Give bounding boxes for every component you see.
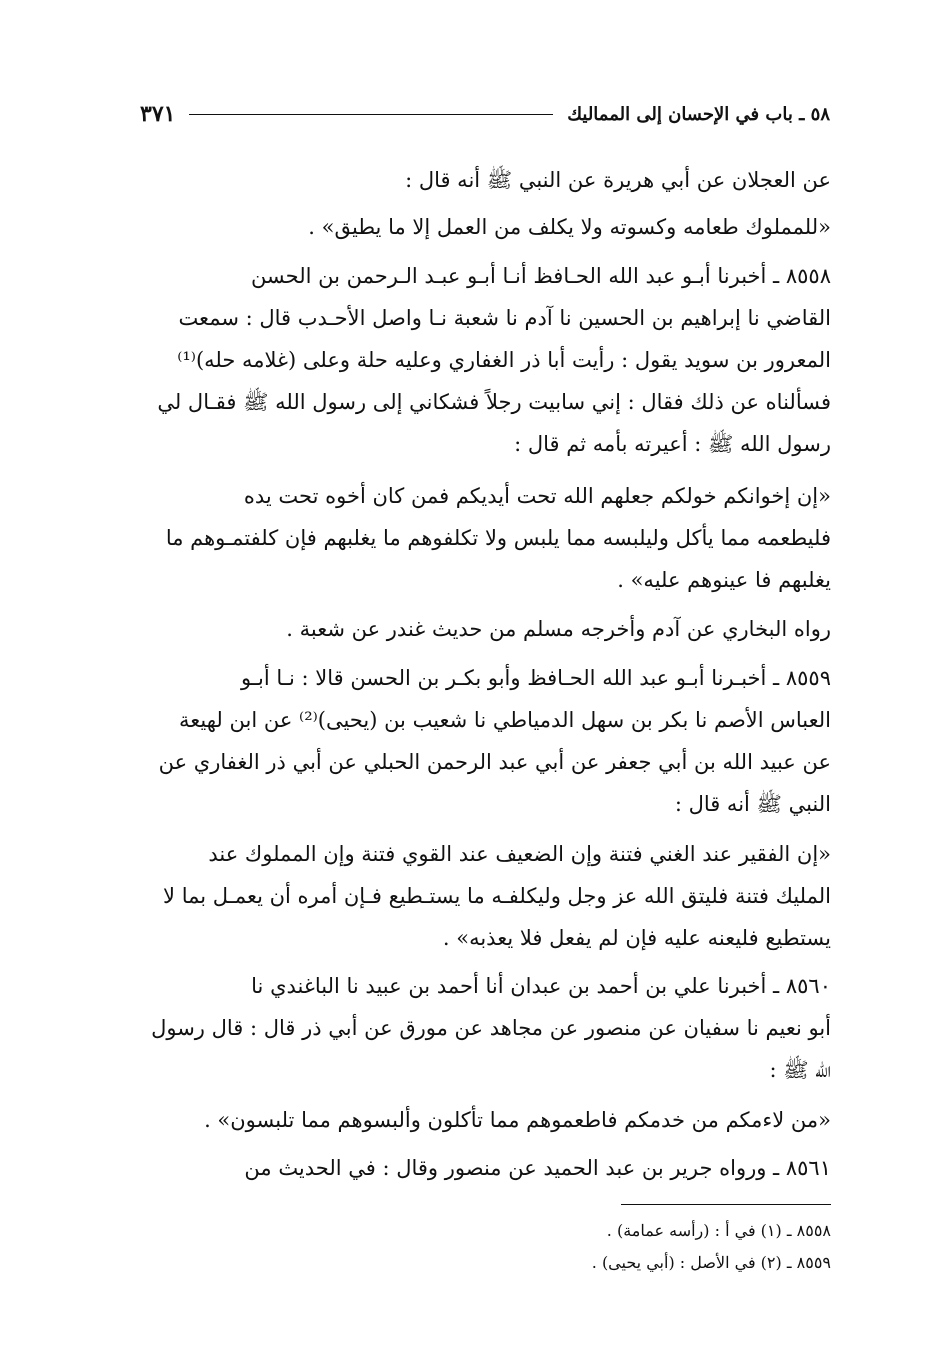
text-line: النبي ﷺ أنه قال : [674,792,831,816]
page-number: ٣٧١ [140,101,176,127]
text-line: رسول الله ﷺ : أعيرته بأمه ثم قال : [514,432,831,456]
footnote-separator [621,1204,831,1205]
header-rule [189,114,553,115]
text-line: «من لاءمكم من خدمكم فاطعموهم مما تأكلون وألبسوهم مما تلبسون» . [204,1108,831,1132]
text-line: رواه البخاري عن آدم وأخرجه مسلم من حديث غندر عن شعبة . [286,617,831,641]
hadith-8561-line: ٨٥٦١ ـ ورواه جرير بن عبد الحميد عن منصور وقال : في الحديث من [244,1156,831,1180]
footnote: ٨٥٥٩ ـ (٢) في الأصل : (أبي يحيى) . [591,1253,831,1272]
text-line: المعرور بن سويد يقول : رأيت أبا ذر الغفاري وعليه حلة وعلى (غلامه حله)⁽¹⁾ [177,348,831,372]
footnote: ٨٥٥٨ ـ (١) في أ : (رأسه عمامة) . [606,1221,831,1240]
text-line: «إن إخوانكم خولكم جعلهم الله تحت أيديكم فمن كان أخوه تحت يده [243,484,831,508]
text-line: فسألناه عن ذلك فقال : إني سابيت رجلاً فشكاني إلى رسول الله ﷺ فقـال لي [157,390,831,414]
hadith-8560-line: ٨٥٦٠ ـ أخبرنا علي بن أحمد بن عبدان أنا أحمد بن عبيد نا الباغندي نا [251,974,831,998]
text-line: يغلبهم فا عينوهم عليه» . [617,568,831,592]
text-line: فليطعمه مما يأكل وليلبسه مما يلبس ولا تكلفوهم ما يغلبهم فإن كلفتمـوهم ما [165,526,831,550]
text-line: «للمملوك طعامه وكسوته ولا يكلف من العمل إلا ما يطيق» . [308,215,831,239]
hadith-8558-line: ٨٥٥٨ ـ أخبرنا أبـو عبد الله الحـافظ أنـا أبـو عبـد الـرحمن بن الحسن [250,264,831,288]
text-line: العباس الأصم نا بكر بن سهل الدمياطي نا شعيب بن (يحيى)⁽²⁾ عن ابن لهيعة [179,708,831,732]
text-line: عن عبيد الله بن أبي جعفر عن أبي عبد الرحمن الحبلي عن أبي ذر الغفاري عن [158,750,831,774]
text-line: الله ﷺ : [769,1058,831,1082]
text-line: المليك فتنة فليتق الله عز وجل وليكلفـه ما يستـطيع فـإن أمره أن يعمـل بما لا [163,884,831,908]
chapter-title: ٥٨ ـ باب في الإحسان إلى المماليك [567,103,830,125]
text-line: «إن الفقير عند الغني فتنة وإن الضعيف عند القوي فتنة وإن المملوك عند [208,842,831,866]
running-header [140,96,830,132]
text-line: القاضي نا إبراهيم بن الحسين نا آدم نا شعبة نـا واصل الأحـدب قال : سمعت [178,306,831,330]
hadith-8559-line: ٨٥٥٩ ـ أخبـرنا أبـو عبد الله الحـافظ وأبو بكـر بن الحسن قالا : نـا أبـو [241,666,831,690]
text-line: عن العجلان عن أبي هريرة عن النبي ﷺ أنه قال : [405,168,831,192]
text-line: أبو نعيم نا سفيان عن منصور عن مجاهد عن مورق عن أبي ذر قال : قال رسول [151,1016,831,1040]
text-line: يستطيع فليعنه عليه فإن لم يفعل فلا يعذبه» . [442,926,831,950]
